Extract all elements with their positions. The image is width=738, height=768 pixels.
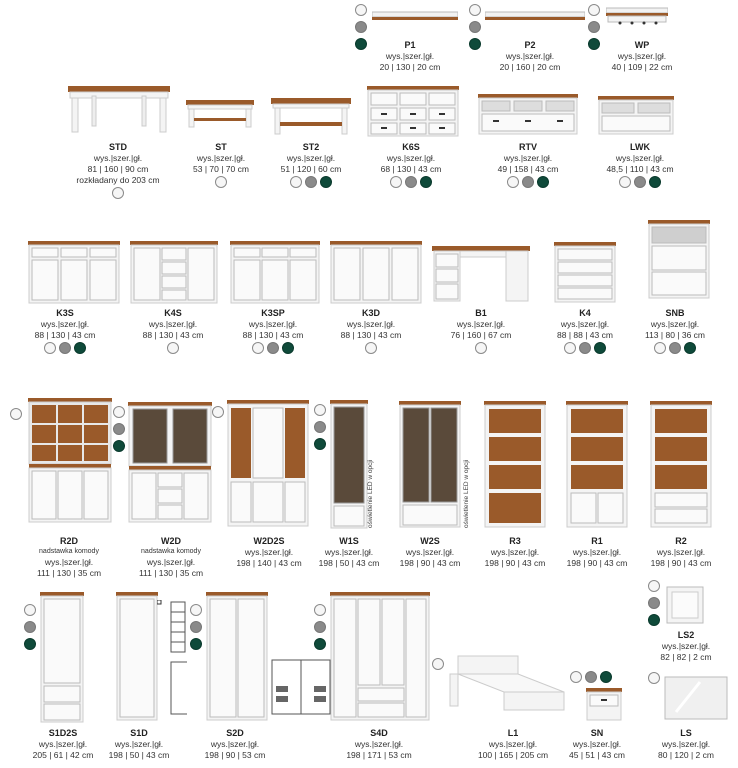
w1s-led-note: oświetlenie LED w opcji — [367, 459, 374, 528]
color-options — [178, 176, 264, 188]
dims-label: wys.|szer.|gł. — [244, 547, 294, 557]
w1s-color-options — [314, 404, 326, 450]
product-k3sp[interactable] — [228, 308, 318, 354]
product-code: K4S — [164, 308, 182, 318]
product-w2s[interactable] — [385, 536, 475, 569]
product-code: K6S — [402, 142, 420, 152]
st-table-image — [186, 98, 254, 128]
dims-label: wys.|szer.|gł. — [617, 51, 667, 61]
r2d-hutch-image — [28, 398, 112, 524]
product-w2d2s[interactable] — [224, 536, 314, 569]
color-green[interactable] — [74, 342, 86, 354]
dims-label: wys.|szer.|gł. — [405, 547, 455, 557]
color-grey[interactable] — [267, 342, 279, 354]
s2d-wardrobe-image — [206, 592, 268, 722]
color-green[interactable] — [648, 614, 660, 626]
k3sp-dresser-image — [230, 241, 320, 305]
product-r2d[interactable] — [24, 536, 114, 579]
ls2-color-options — [648, 580, 660, 626]
product-k3d[interactable] — [326, 308, 416, 354]
k4-dresser-image — [554, 242, 616, 304]
product-code: R3 — [509, 536, 521, 546]
product-s2d[interactable] — [190, 728, 280, 761]
s1d2s-color-options — [24, 604, 36, 650]
product-code: ST — [215, 142, 227, 152]
color-white[interactable] — [365, 342, 377, 354]
product-lwk[interactable] — [592, 142, 688, 188]
dims-label: wys.|szer.|gł. — [661, 641, 711, 651]
dims-value: 198 | 90 | 43 cm — [399, 558, 461, 568]
color-grey[interactable] — [59, 342, 71, 354]
product-r1[interactable] — [552, 536, 642, 569]
dims-value: 76 | 160 | 67 cm — [450, 330, 512, 340]
color-green[interactable] — [314, 638, 326, 650]
color-grey[interactable] — [469, 21, 481, 33]
color-grey[interactable] — [648, 597, 660, 609]
dims-value: 113 | 80 | 36 cm — [644, 330, 705, 340]
color-white[interactable] — [355, 4, 367, 16]
color-options — [366, 176, 456, 188]
color-grey[interactable] — [314, 421, 326, 433]
dims-label: wys.|szer.|gł. — [572, 547, 622, 557]
std-table-image — [68, 82, 170, 134]
product-k4[interactable] — [540, 308, 630, 354]
product-code: R2 — [675, 536, 687, 546]
w2d-vitrine-image — [128, 402, 212, 524]
product-code: R1 — [591, 536, 603, 546]
color-white[interactable] — [507, 176, 519, 188]
color-grey[interactable] — [588, 21, 600, 33]
product-code: LS — [680, 728, 692, 738]
k6s-dresser-image — [367, 86, 459, 138]
s4d-interior-diagram — [270, 658, 332, 716]
product-l1[interactable] — [468, 728, 558, 761]
r2-bookcase-image — [650, 401, 712, 529]
color-grey[interactable] — [314, 621, 326, 633]
product-code: RTV — [519, 142, 537, 152]
product-b1[interactable] — [436, 308, 526, 354]
w2d-color-options — [113, 406, 125, 452]
product-rtv[interactable] — [483, 142, 573, 188]
product-note: nadstawka komody — [39, 548, 99, 555]
dims-label: wys.|szer.|gł. — [386, 153, 436, 163]
dims-value: 49 | 158 | 43 cm — [497, 164, 559, 174]
dims-label: wys.|szer.|gł. — [661, 739, 711, 749]
ls-mirror-image — [664, 676, 728, 720]
product-code: K3SP — [261, 308, 285, 318]
color-white[interactable] — [112, 187, 124, 199]
product-note: rozkładany do 203 cm — [76, 175, 160, 185]
dims-label: wys.|szer.|gł. — [560, 319, 610, 329]
color-green[interactable] — [113, 440, 125, 452]
w2s-led-note: oświetlenie LED w opcji — [463, 459, 470, 528]
product-ls[interactable] — [641, 728, 731, 761]
dims-label: wys.|szer.|gł. — [286, 153, 336, 163]
dims-value: 111 | 130 | 35 cm — [36, 568, 102, 578]
product-wp[interactable] — [592, 40, 692, 73]
product-code: WP — [634, 40, 650, 50]
color-options — [68, 187, 168, 199]
dims-value: 45 | 51 | 43 cm — [569, 750, 625, 760]
dims-value: 88 | 88 | 43 cm — [557, 330, 613, 340]
w2d2s-color-options — [212, 406, 224, 418]
k4s-dresser-image — [130, 241, 218, 305]
color-white[interactable] — [44, 342, 56, 354]
color-grey[interactable] — [405, 176, 417, 188]
color-white[interactable] — [314, 604, 326, 616]
dims-value: 82 | 82 | 2 cm — [660, 652, 712, 662]
product-k6s[interactable] — [366, 142, 456, 188]
dims-label: wys.|szer.|gł. — [40, 319, 90, 329]
product-code: P2 — [524, 40, 536, 50]
product-code: W2S — [420, 536, 440, 546]
color-green[interactable] — [314, 438, 326, 450]
s4d-wardrobe-image — [330, 592, 430, 722]
color-white[interactable] — [24, 604, 36, 616]
product-ls2[interactable] — [641, 630, 731, 663]
product-code: S4D — [370, 728, 388, 738]
s1d-interior-diagram — [157, 600, 187, 720]
snb-cabinet-image — [648, 220, 710, 300]
dims-value: 198 | 90 | 43 cm — [650, 558, 712, 568]
product-code: SN — [590, 728, 604, 738]
color-grey[interactable] — [585, 671, 597, 683]
color-green[interactable] — [600, 671, 612, 683]
product-r3[interactable] — [470, 536, 560, 569]
dims-value: 51 | 120 | 60 cm — [280, 164, 342, 174]
color-options — [268, 176, 354, 188]
color-white[interactable] — [469, 4, 481, 16]
dims-value: 111 | 130 | 35 cm — [138, 568, 204, 578]
p1-shelf-image — [372, 10, 458, 24]
s4d-color-options — [314, 604, 326, 650]
color-options — [20, 342, 110, 354]
product-r2[interactable] — [636, 536, 726, 569]
dims-value: 40 | 109 | 22 cm — [611, 62, 673, 72]
color-green[interactable] — [282, 342, 294, 354]
color-grey[interactable] — [190, 621, 202, 633]
dims-value: 205 | 61 | 42 cm — [32, 750, 94, 760]
color-green[interactable] — [420, 176, 432, 188]
color-options — [228, 342, 318, 354]
dims-label: wys.|szer.|gł. — [346, 319, 396, 329]
color-options — [540, 342, 630, 354]
color-grey[interactable] — [579, 342, 591, 354]
color-white[interactable] — [390, 176, 402, 188]
color-white[interactable] — [314, 404, 326, 416]
color-grey[interactable] — [522, 176, 534, 188]
dims-value: 198 | 50 | 43 cm — [318, 558, 380, 568]
dims-value: 88 | 130 | 43 cm — [340, 330, 402, 340]
color-options — [128, 342, 218, 354]
dims-value: 198 | 171 | 53 cm — [346, 750, 412, 760]
color-white[interactable] — [654, 342, 666, 354]
ls2-mirror-image — [666, 586, 704, 624]
dims-label: wys.|szer.|gł. — [196, 153, 246, 163]
color-white[interactable] — [190, 604, 202, 616]
color-grey[interactable] — [24, 621, 36, 633]
dims-value: 88 | 130 | 43 cm — [142, 330, 204, 340]
color-white[interactable] — [10, 408, 22, 420]
product-code: B1 — [475, 308, 487, 318]
color-white[interactable] — [212, 406, 224, 418]
color-green[interactable] — [684, 342, 696, 354]
product-st2[interactable] — [268, 142, 354, 188]
dims-value: 198 | 50 | 43 cm — [108, 750, 170, 760]
p2-shelf-image — [485, 10, 585, 24]
product-code: LS2 — [677, 630, 695, 640]
product-code: W2D2S — [253, 536, 285, 546]
product-p2[interactable] — [485, 40, 575, 73]
w2d2s-cabinet-image — [227, 400, 309, 528]
color-white[interactable] — [167, 342, 179, 354]
dims-value: 20 | 160 | 20 cm — [499, 62, 561, 72]
color-white[interactable] — [432, 658, 444, 670]
dims-value: 20 | 130 | 20 cm — [379, 62, 441, 72]
dims-label: wys.|szer.|gł. — [656, 547, 706, 557]
dims-label: wys.|szer.|gł. — [38, 739, 88, 749]
dims-label: wys.|szer.|gł. — [248, 319, 298, 329]
color-white[interactable] — [564, 342, 576, 354]
product-code: STD — [109, 142, 127, 152]
dims-label: wys.|szer.|gł. — [503, 153, 553, 163]
color-green[interactable] — [320, 176, 332, 188]
product-s4d[interactable] — [334, 728, 424, 761]
dims-label: wys.|szer.|gł. — [650, 319, 700, 329]
color-options — [483, 176, 573, 188]
color-white[interactable] — [570, 671, 582, 683]
r2d-color-options — [10, 408, 22, 420]
color-green[interactable] — [24, 638, 36, 650]
color-white[interactable] — [648, 672, 660, 684]
product-code: W1S — [339, 536, 359, 546]
dims-value: 88 | 130 | 43 cm — [34, 330, 96, 340]
product-code: LWK — [630, 142, 650, 152]
dims-label: wys.|szer.|gł. — [456, 319, 506, 329]
dims-value: 80 | 120 | 2 cm — [658, 750, 714, 760]
sn-color-options — [570, 671, 612, 683]
color-white[interactable] — [619, 176, 631, 188]
dims-label: wys.|szer.|gł. — [615, 153, 665, 163]
product-sn[interactable] — [560, 728, 634, 761]
color-white[interactable] — [475, 342, 487, 354]
color-green[interactable] — [190, 638, 202, 650]
product-w1s[interactable] — [304, 536, 394, 569]
color-white[interactable] — [648, 580, 660, 592]
product-code: SNB — [665, 308, 685, 318]
color-green[interactable] — [469, 38, 481, 50]
color-options — [436, 342, 526, 354]
product-code: ST2 — [302, 142, 320, 152]
product-note: nadstawka komody — [141, 548, 201, 555]
dims-label: wys.|szer.|gł. — [210, 739, 260, 749]
product-code: S1D2S — [48, 728, 78, 738]
color-options — [326, 342, 416, 354]
s1d-wardrobe-image — [116, 592, 158, 722]
product-code: L1 — [507, 728, 519, 738]
dims-label: wys.|szer.|gł. — [148, 319, 198, 329]
sn-nightstand-image — [586, 688, 622, 722]
dims-value: 88 | 130 | 43 cm — [242, 330, 304, 340]
product-code: K4 — [579, 308, 591, 318]
b1-desk-image — [432, 246, 530, 302]
dims-value: 198 | 90 | 43 cm — [484, 558, 546, 568]
w1s-vitrine-image — [330, 400, 368, 530]
color-white[interactable] — [588, 4, 600, 16]
color-white[interactable] — [215, 176, 227, 188]
dims-label: wys.|szer.|gł. — [93, 153, 143, 163]
r1-bookcase-image — [566, 401, 628, 529]
product-code: W2D — [161, 536, 181, 546]
dims-value: 81 | 160 | 90 cm — [87, 164, 149, 174]
ls-color-options — [648, 672, 660, 684]
color-green[interactable] — [649, 176, 661, 188]
product-code: R2D — [59, 536, 78, 546]
color-grey[interactable] — [113, 423, 125, 435]
k3d-dresser-image — [330, 241, 422, 305]
color-green[interactable] — [537, 176, 549, 188]
dims-value: 100 | 165 | 205 cm — [477, 750, 549, 760]
color-green[interactable] — [594, 342, 606, 354]
product-p1[interactable] — [365, 40, 455, 73]
product-code: K3D — [361, 308, 380, 318]
s1d-color-options — [190, 604, 202, 650]
dims-label: wys.|szer.|gł. — [354, 739, 404, 749]
color-grey[interactable] — [355, 21, 367, 33]
dims-value: 53 | 70 | 70 cm — [193, 164, 249, 174]
dims-label: wys.|szer.|gł. — [114, 739, 164, 749]
k3s-dresser-image — [28, 241, 120, 305]
dims-value: 198 | 140 | 43 cm — [236, 558, 302, 568]
product-w2d[interactable] — [126, 536, 216, 579]
dims-value: 68 | 130 | 43 cm — [380, 164, 442, 174]
r3-bookcase-image — [484, 401, 546, 529]
dims-value: 198 | 90 | 53 cm — [204, 750, 266, 760]
color-white[interactable] — [113, 406, 125, 418]
product-code: S1D — [130, 728, 148, 738]
p2-color-options — [469, 4, 481, 50]
l1-color-options — [432, 658, 444, 670]
dims-label: wys.|szer.|gł. — [505, 51, 555, 61]
wp-hanger-image — [606, 6, 668, 28]
product-st[interactable] — [178, 142, 264, 188]
product-code: S2D — [226, 728, 244, 738]
l1-bed-image — [448, 654, 566, 714]
st2-table-image — [271, 96, 351, 136]
product-std[interactable] — [68, 142, 168, 199]
dims-value: 198 | 90 | 43 cm — [566, 558, 628, 568]
dims-label: wys.|szer.|gł. — [44, 557, 94, 567]
w2s-vitrine-image — [399, 401, 461, 529]
color-white[interactable] — [252, 342, 264, 354]
color-grey[interactable] — [634, 176, 646, 188]
dims-label: wys.|szer.|gł. — [488, 739, 538, 749]
dims-label: wys.|szer.|gł. — [324, 547, 374, 557]
product-code: K3S — [56, 308, 74, 318]
color-grey[interactable] — [669, 342, 681, 354]
dims-label: wys.|szer.|gł. — [490, 547, 540, 557]
color-white[interactable] — [290, 176, 302, 188]
product-k4s[interactable] — [128, 308, 218, 354]
dims-label: wys.|szer.|gł. — [572, 739, 622, 749]
rtv-cabinet-image — [478, 94, 578, 136]
product-snb[interactable] — [630, 308, 720, 354]
dims-label: wys.|szer.|gł. — [146, 557, 196, 567]
dims-value: 48,5 | 110 | 43 cm — [606, 164, 674, 174]
color-options — [592, 176, 688, 188]
product-k3s[interactable] — [20, 308, 110, 354]
dims-label: wys.|szer.|gł. — [385, 51, 435, 61]
color-options — [630, 342, 720, 354]
product-s1d[interactable] — [94, 728, 184, 761]
color-grey[interactable] — [305, 176, 317, 188]
s1d2s-wardrobe-image — [40, 592, 84, 724]
product-code: P1 — [404, 40, 416, 50]
lwk-bench-image — [598, 96, 674, 136]
